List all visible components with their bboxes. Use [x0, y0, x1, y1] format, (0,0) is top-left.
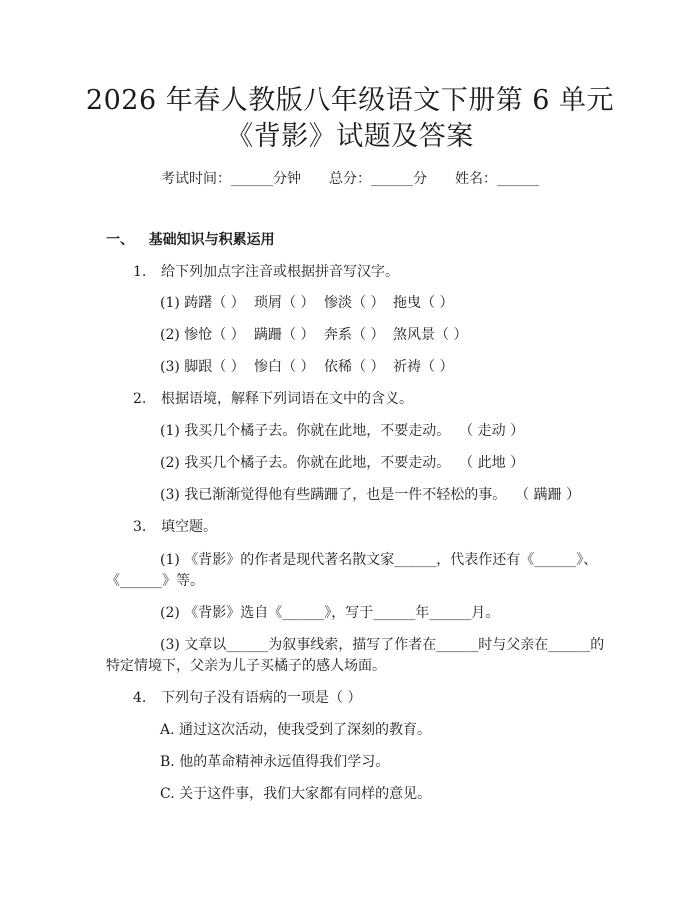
- q3-item-2: (2) 《背影》选自《______》，写于______年______月。: [160, 605, 500, 621]
- q2-item-1: (1) 我买几个橘子去。你就在此地，不要走动。 （ 走动 ）: [160, 423, 525, 439]
- q1-word: (3) 脚跟（ ）: [160, 359, 245, 375]
- q1-word: 煞风景（ ）: [393, 327, 468, 343]
- question-1: [133, 263, 399, 281]
- q1-word: 奔系（ ）: [324, 327, 385, 343]
- question-stem: 填空题。: [161, 519, 217, 535]
- q2-item-3: (3) 我已渐渐觉得他有些蹒跚了，也是一件不轻松的事。 （ 蹒跚 ）: [160, 487, 581, 503]
- exam-time-field: 考试时间：______分钟: [161, 171, 301, 187]
- q1-word: 蹒跚（ ）: [254, 327, 315, 343]
- q1-row-3: [160, 358, 453, 376]
- exam-info: [0, 170, 700, 188]
- document-title-line1: 2026 年春人教版八年级语文下册第 6 单元: [85, 85, 615, 116]
- q1-word: 祈祷（ ）: [393, 359, 454, 375]
- question-2: [133, 390, 413, 408]
- question-number: 4.: [133, 690, 147, 706]
- question-4: [133, 689, 361, 707]
- question-number: 2.: [133, 391, 147, 407]
- q3-item-1: (1) 《背影》的作者是现代著名散文家______，代表作还有《______》、: [160, 552, 598, 568]
- q1-word: 琐屑（ ）: [254, 295, 315, 311]
- q1-word: 拖曳（ ）: [393, 295, 454, 311]
- document-title-line2: 《背影》试题及答案: [226, 121, 474, 152]
- section-title: 一、 基础知识与积累运用: [106, 232, 275, 248]
- question-stem: 下列句子没有语病的一项是（ ）: [161, 690, 362, 706]
- q1-word: 依稀（ ）: [324, 359, 385, 375]
- q1-word: (1) 踌躇（ ）: [160, 295, 245, 311]
- q4-option-c: C. 关于这件事，我们大家都有同样的意见。: [160, 786, 432, 802]
- question-number: 1.: [133, 264, 147, 280]
- q1-word: 惨白（ ）: [254, 359, 315, 375]
- q3-item-3: (3) 文章以______为叙事线索，描写了作者在______时与父亲在______的: [160, 637, 605, 653]
- q4-option-b: B. 他的革命精神永远值得我们学习。: [160, 754, 390, 770]
- q1-row-2: [160, 326, 467, 344]
- question-3: [133, 518, 217, 536]
- q1-word: 惨淡（ ）: [324, 295, 385, 311]
- question-number: 3.: [133, 519, 147, 535]
- q3-item-1-cont: 《______》等。: [106, 573, 204, 589]
- q4-option-a: A. 通过这次活动，使我受到了深刻的教育。: [160, 722, 432, 738]
- exam-score-field: 总分：______分: [329, 171, 427, 187]
- exam-name-field: 姓名：______: [455, 171, 539, 187]
- question-stem: 根据语境，解释下列词语在文中的含义。: [161, 391, 413, 407]
- question-stem: 给下列加点字注音或根据拼音写汉字。: [161, 264, 399, 280]
- q1-row-1: [160, 294, 453, 312]
- q1-word: (2) 惨怆（ ）: [160, 327, 245, 343]
- q3-item-3-cont: 特定情境下，父亲为儿子买橘子的感人场面。: [106, 658, 386, 674]
- q2-item-2: (2) 我买几个橘子去。你就在此地，不要走动。 （ 此地 ）: [160, 455, 525, 471]
